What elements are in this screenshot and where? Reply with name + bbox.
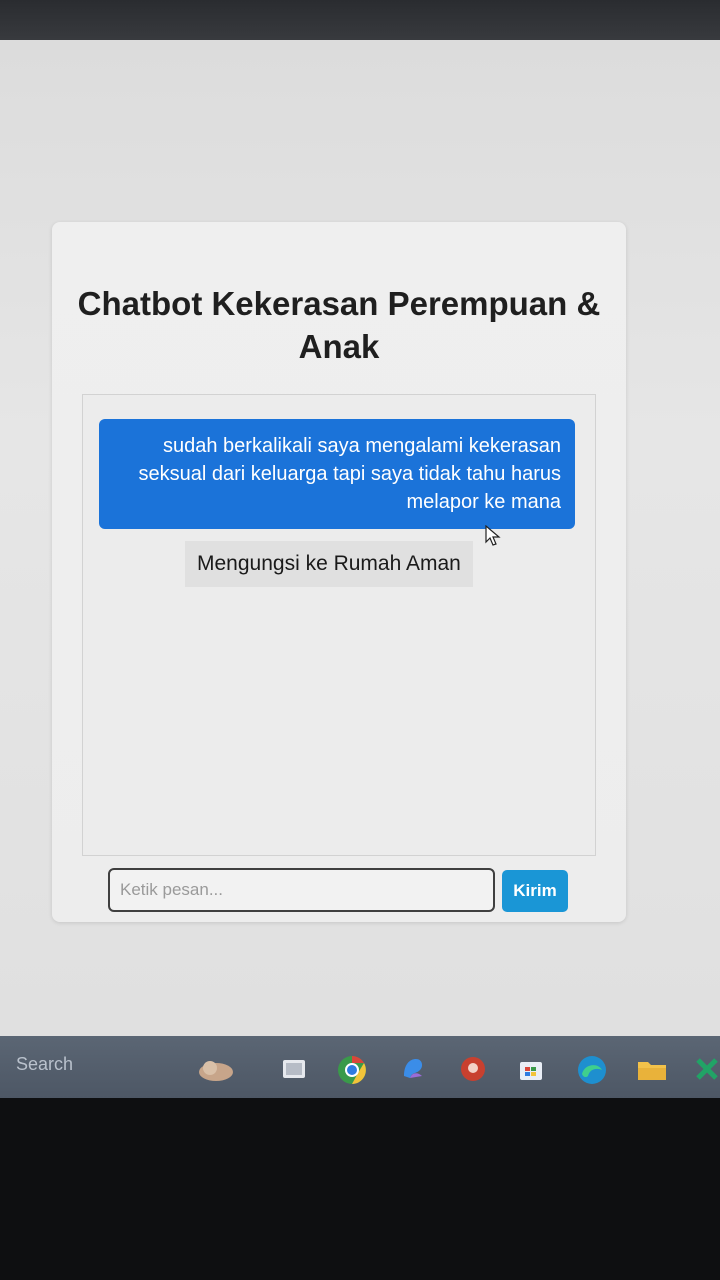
mouse-pointer-icon <box>485 525 501 552</box>
taskbar-search[interactable] <box>0 1046 180 1086</box>
edge-icon[interactable] <box>576 1054 606 1084</box>
taskbar <box>0 1036 720 1098</box>
screen <box>0 40 720 1040</box>
file-explorer-icon[interactable] <box>636 1054 666 1084</box>
app-icon[interactable] <box>458 1054 488 1084</box>
weather-icon[interactable] <box>196 1054 226 1084</box>
message-composer <box>108 868 578 914</box>
page-title: Chatbot Kekerasan Perempuan & Anak <box>77 285 601 365</box>
chrome-icon[interactable] <box>336 1054 366 1084</box>
task-view-icon[interactable] <box>280 1054 310 1084</box>
chat-history[interactable] <box>82 394 596 856</box>
chatbot-card <box>52 222 626 922</box>
monitor-bezel-bottom <box>0 1098 720 1280</box>
message-input[interactable] <box>108 868 495 912</box>
copilot-icon[interactable] <box>398 1054 428 1084</box>
send-button[interactable]: Kirim <box>502 870 568 912</box>
taskbar-search-label: Search <box>16 1054 74 1074</box>
store-icon[interactable] <box>516 1054 546 1084</box>
excel-icon[interactable] <box>694 1054 720 1084</box>
user-message-bubble: sudah berkalikali saya mengalami kekerasan seksual dari keluarga tapi saya tidak tahu harus melapor ke mana <box>99 419 575 529</box>
bot-message-bubble: Mengungsi ke Rumah Aman <box>185 541 473 587</box>
